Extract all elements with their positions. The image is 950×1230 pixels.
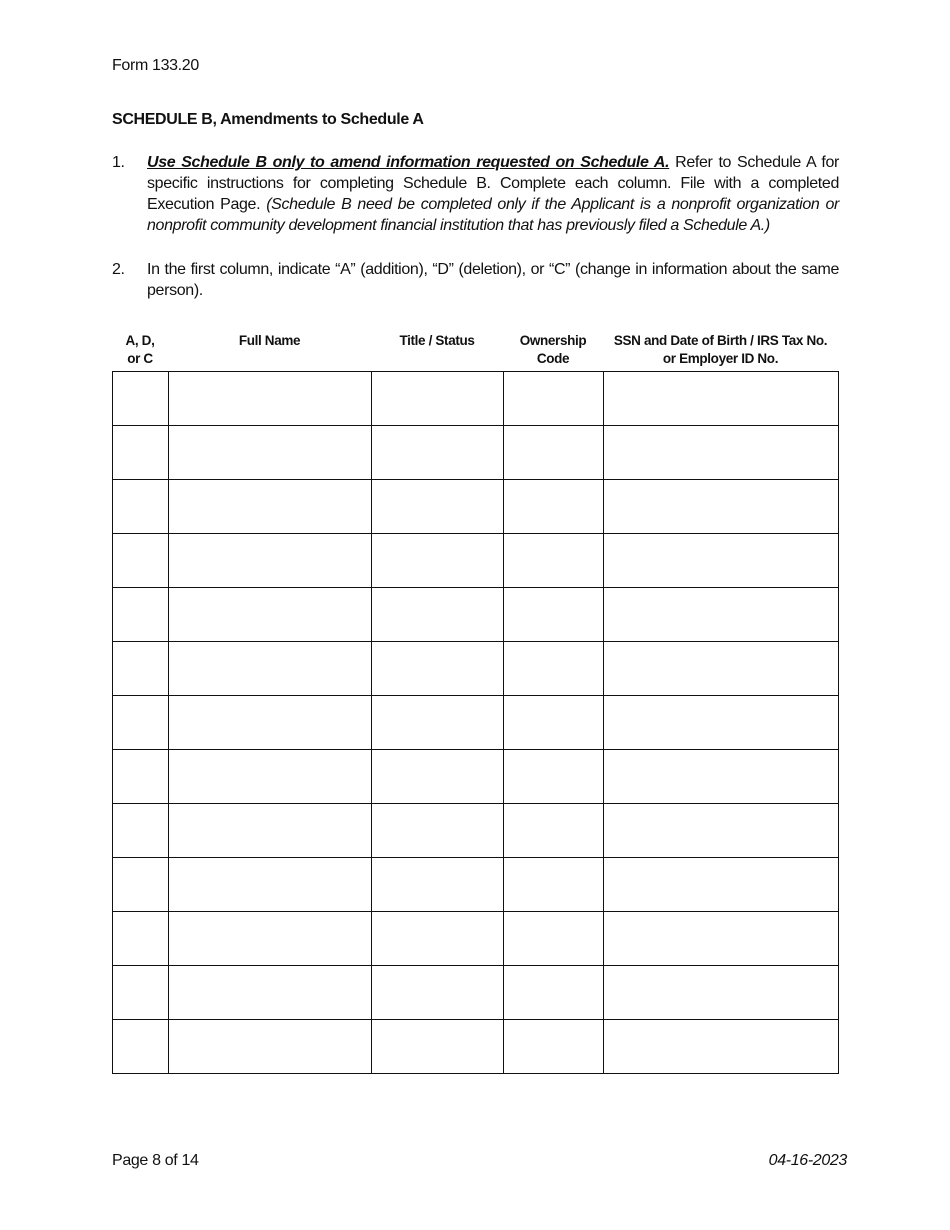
cell-full-name[interactable] [169, 426, 372, 480]
cell-full-name[interactable] [169, 642, 372, 696]
cell-title-status[interactable] [372, 750, 504, 804]
cell-ssn-tax-id[interactable] [604, 966, 839, 1020]
cell-ownership-code[interactable] [504, 642, 604, 696]
cell-full-name[interactable] [169, 858, 372, 912]
column-header-adc-line2: or C [127, 351, 153, 366]
cell-ssn-tax-id[interactable] [604, 750, 839, 804]
table-row [113, 588, 839, 642]
cell-full-name[interactable] [169, 372, 372, 426]
cell-ssn-tax-id[interactable] [604, 1020, 839, 1074]
table-row [113, 426, 839, 480]
revision-date: 04-16-2023 [768, 1152, 847, 1169]
cell-ownership-code[interactable] [504, 426, 604, 480]
instruction-2-body [147, 259, 839, 301]
cell-ssn-tax-id[interactable] [604, 858, 839, 912]
column-header-full-name-line1: Full Name [238, 333, 301, 348]
cell-ownership-code[interactable] [504, 804, 604, 858]
cell-adc[interactable] [113, 966, 169, 1020]
page-number: Page 8 of 14 [112, 1152, 199, 1169]
column-header-full-name [168, 332, 371, 350]
instruction-2-number: 2. [112, 261, 125, 278]
table-row [113, 966, 839, 1020]
cell-full-name[interactable] [169, 966, 372, 1020]
cell-adc[interactable] [113, 642, 169, 696]
cell-full-name[interactable] [169, 588, 372, 642]
cell-title-status[interactable] [372, 966, 504, 1020]
cell-adc[interactable] [113, 480, 169, 534]
cell-title-status[interactable] [372, 426, 504, 480]
cell-full-name[interactable] [169, 534, 372, 588]
cell-ownership-code[interactable] [504, 750, 604, 804]
cell-ssn-tax-id[interactable] [604, 534, 839, 588]
table-row [113, 696, 839, 750]
cell-adc[interactable] [113, 912, 169, 966]
cell-ownership-code[interactable] [504, 372, 604, 426]
cell-ssn-tax-id[interactable] [604, 696, 839, 750]
cell-adc[interactable] [113, 426, 169, 480]
cell-title-status[interactable] [372, 534, 504, 588]
cell-adc[interactable] [113, 696, 169, 750]
column-header-ssn-tax-id-line1: SSN and Date of Birth / IRS Tax No. [613, 333, 828, 348]
cell-full-name[interactable] [169, 912, 372, 966]
cell-title-status[interactable] [372, 372, 504, 426]
column-header-title-status [371, 332, 503, 350]
cell-adc[interactable] [113, 1020, 169, 1074]
table-row [113, 642, 839, 696]
cell-title-status[interactable] [372, 642, 504, 696]
cell-full-name[interactable] [169, 750, 372, 804]
instruction-1-body [147, 152, 839, 236]
table-row [113, 750, 839, 804]
instruction-1-number: 1. [112, 154, 125, 171]
cell-title-status[interactable] [372, 804, 504, 858]
amendments-entry-table [112, 371, 839, 1074]
table-column-headers [112, 332, 838, 368]
cell-adc[interactable] [113, 372, 169, 426]
cell-ownership-code[interactable] [504, 534, 604, 588]
table-row [113, 912, 839, 966]
cell-ownership-code[interactable] [504, 1020, 604, 1074]
cell-adc[interactable] [113, 588, 169, 642]
instruction-2-text: In the first column, indicate “A” (addition), “D” (deletion), or “C” (change in information about the same person). [147, 261, 839, 299]
table-row [113, 858, 839, 912]
schedule-title: SCHEDULE B, Amendments to Schedule A [112, 111, 424, 128]
cell-ssn-tax-id[interactable] [604, 804, 839, 858]
cell-ssn-tax-id[interactable] [604, 480, 839, 534]
column-header-ownership-code-line2: Code [536, 351, 570, 366]
cell-title-status[interactable] [372, 912, 504, 966]
cell-title-status[interactable] [372, 858, 504, 912]
table-row [113, 804, 839, 858]
cell-ssn-tax-id[interactable] [604, 642, 839, 696]
cell-ssn-tax-id[interactable] [604, 426, 839, 480]
form-number: Form 133.20 [112, 57, 199, 74]
table-row [113, 480, 839, 534]
cell-ownership-code[interactable] [504, 912, 604, 966]
cell-ssn-tax-id[interactable] [604, 912, 839, 966]
cell-adc[interactable] [113, 534, 169, 588]
cell-title-status[interactable] [372, 696, 504, 750]
cell-ssn-tax-id[interactable] [604, 372, 839, 426]
table-row [113, 534, 839, 588]
instruction-1-emphasis: Use Schedule B only to amend information requested on Schedule A. [147, 154, 670, 171]
cell-ownership-code[interactable] [504, 480, 604, 534]
cell-full-name[interactable] [169, 1020, 372, 1074]
cell-adc[interactable] [113, 750, 169, 804]
instruction-1-text: Refer to Schedule A for specific instructions for completing Schedule B. Complete each column. File with a completed Execution Page. [147, 154, 839, 213]
cell-ownership-code[interactable] [504, 696, 604, 750]
cell-title-status[interactable] [372, 1020, 504, 1074]
column-header-ownership-code-line1: Ownership [519, 333, 587, 348]
table-row [113, 372, 839, 426]
cell-full-name[interactable] [169, 804, 372, 858]
instruction-2 [112, 259, 839, 301]
cell-ssn-tax-id[interactable] [604, 588, 839, 642]
cell-title-status[interactable] [372, 480, 504, 534]
column-header-ssn-tax-id-line2: or Employer ID No. [662, 351, 779, 366]
table-row [113, 1020, 839, 1074]
cell-ownership-code[interactable] [504, 858, 604, 912]
cell-ownership-code[interactable] [504, 588, 604, 642]
column-header-ssn-tax-id [603, 332, 838, 368]
cell-title-status[interactable] [372, 588, 504, 642]
instruction-1-italic-note: (Schedule B need be completed only if the Applicant is a nonprofit organization or nonprofit community development financial institution that has previously filed a Schedule A.) [147, 196, 839, 234]
column-header-ownership-code [503, 332, 603, 368]
cell-adc[interactable] [113, 858, 169, 912]
instruction-1 [112, 152, 839, 236]
cell-full-name[interactable] [169, 480, 372, 534]
cell-ownership-code[interactable] [504, 966, 604, 1020]
cell-adc[interactable] [113, 804, 169, 858]
column-header-adc [112, 332, 168, 368]
column-header-title-status-line1: Title / Status [399, 333, 475, 348]
cell-full-name[interactable] [169, 696, 372, 750]
column-header-adc-line1: A, D, [125, 333, 155, 348]
